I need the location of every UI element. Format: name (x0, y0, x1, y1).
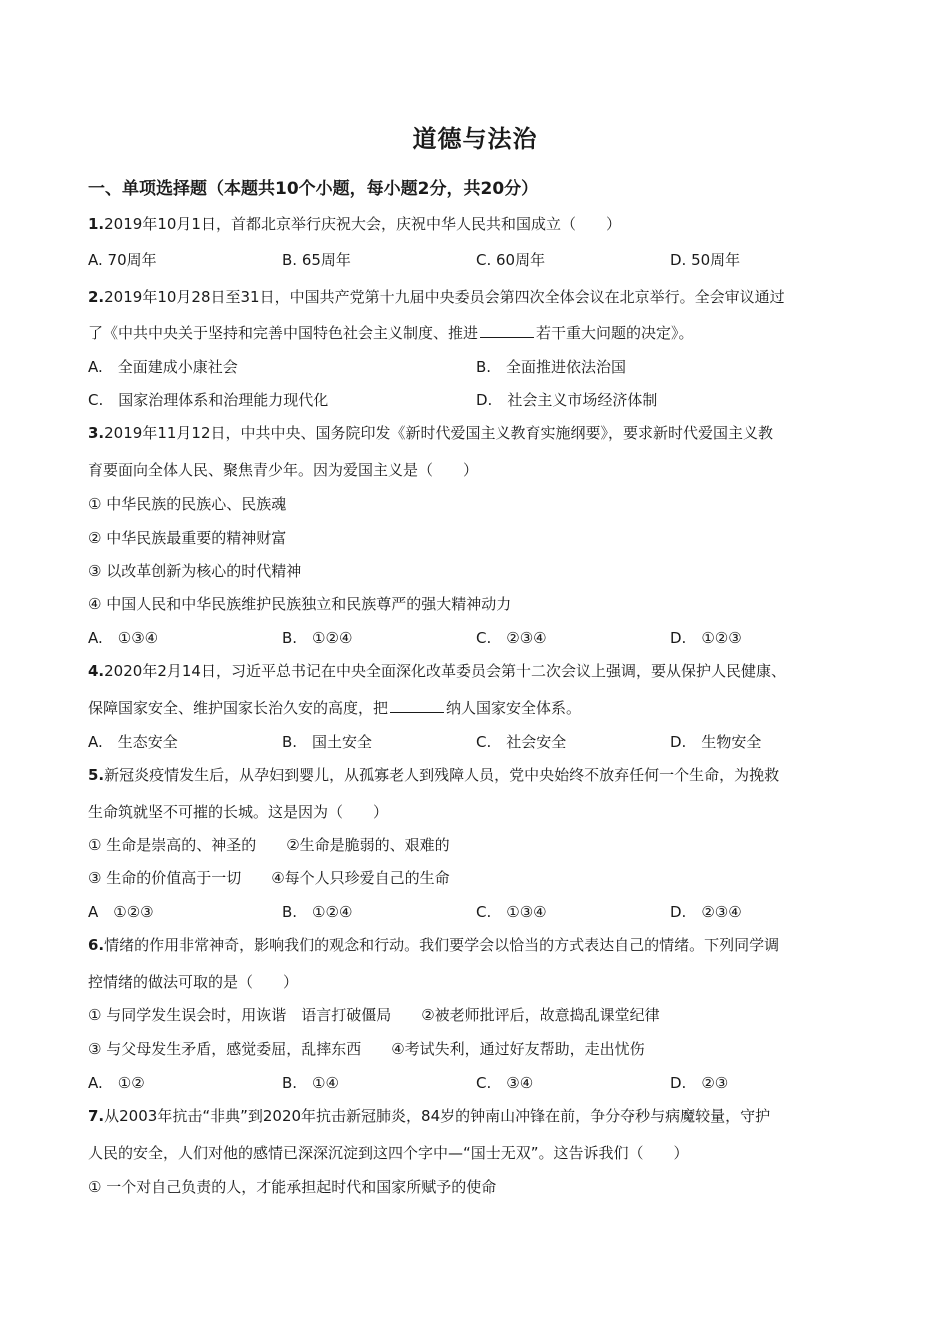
question-1 (88, 212, 621, 236)
question-text: 纳人国家安全体系。 (446, 699, 582, 717)
q4-option-d: D. 生物安全 (670, 733, 762, 751)
q6-item-2: ③ 与父母发生矛盾，感觉委屈，乱摔东西 ④考试失利，通过好友帮助，走出忧伤 (88, 1040, 645, 1058)
question-text: 从2003年抗击“非典”到2020年抗击新冠肺炎，84岁的钟南山冲锋在前，争分夺秒与病魔较量，守护 (104, 1107, 771, 1125)
q4-option-a: A. 生态安全 (88, 733, 178, 751)
q3-option-d: D. ①②③ (670, 629, 742, 647)
question-2 (88, 285, 785, 309)
q2-option-d: D. 社会主义市场经济体制 (476, 391, 658, 409)
q2-option-b: B. 全面推进依法治国 (476, 358, 627, 376)
question-number: 7. (88, 1107, 105, 1125)
q5-option-d: D. ②③④ (670, 903, 742, 921)
q5-item-2: ③ 生命的价值高于一切 ④每个人只珍爱自己的生命 (88, 869, 450, 887)
question-4-line-2 (88, 696, 581, 720)
q1-option-d: D. 50周年 (670, 251, 741, 269)
question-text: 了《中共中央关于坚持和完善中国特色社会主义制度、推进 (88, 324, 479, 342)
q6-option-b: B. ①④ (282, 1074, 339, 1092)
answer-blank (480, 321, 534, 338)
question-3 (88, 421, 773, 445)
q7-item-1: ① 一个对自己负责的人，才能承担起时代和国家所赋予的使命 (88, 1178, 497, 1196)
question-5-line-2: 生命筑就坚不可摧的长城。这是因为（ ） (88, 803, 389, 821)
question-6 (88, 933, 779, 957)
q1-option-a: A. 70周年 (88, 251, 157, 269)
answer-blank (390, 696, 444, 713)
q6-item-1: ① 与同学发生误会时，用诙谐 语言打破僵局 ②被老师批评后，故意捣乱课堂纪律 (88, 1006, 660, 1024)
q3-option-b: B. ①②④ (282, 629, 353, 647)
q3-item-3: ③ 以改革创新为核心的时代精神 (88, 562, 302, 580)
question-number: 1. (88, 215, 105, 233)
question-text: 若干重大问题的决定》。 (536, 324, 694, 342)
q5-option-c: C. ①③④ (476, 903, 547, 921)
q5-item-1: ① 生命是崇高的、神圣的 ②生命是脆弱的、艰难的 (88, 836, 450, 854)
q6-option-a: A. ①② (88, 1074, 145, 1092)
question-text: 2020年2月14日，习近平总书记在中央全面深化改革委员会第十二次会议上强调，要从保护人民健康、 (104, 662, 786, 680)
q3-item-1: ① 中华民族的民族心、民族魂 (88, 495, 287, 513)
q3-item-4: ④ 中国人民和中华民族维护民族独立和民族尊严的强大精神动力 (88, 595, 512, 613)
q4-option-c: C. 社会安全 (476, 733, 567, 751)
question-text: 2019年11月12日，中共中央、国务院印发《新时代爱国主义教育实施纲要》，要求新时代爱国主义教 (104, 424, 773, 442)
question-text: 情绪的作用非常神奇，影响我们的观念和行动。我们要学会以恰当的方式表达自己的情绪。下列同学调 (104, 936, 780, 954)
q3-option-c: C. ②③④ (476, 629, 547, 647)
q5-option-a: A ①②③ (88, 903, 154, 921)
question-7 (88, 1104, 770, 1128)
question-text: 2019年10月28日至31日，中国共产党第十九届中央委员会第四次全体会议在北京举行。全会审议通过 (104, 288, 785, 306)
q2-option-a: A. 全面建成小康社会 (88, 358, 238, 376)
q4-option-b: B. 国土安全 (282, 733, 373, 751)
q1-option-c: C. 60周年 (476, 251, 546, 269)
question-2-line-2 (88, 321, 694, 345)
q1-option-b: B. 65周年 (282, 251, 351, 269)
question-number: 3. (88, 424, 105, 442)
question-text: 保障国家安全、维护国家长治久安的高度，把 (88, 699, 389, 717)
question-6-line-2: 控情绪的做法可取的是（ ） (88, 973, 299, 991)
q2-option-c: C. 国家治理体系和治理能力现代化 (88, 391, 329, 409)
page-title: 道德与法治 (412, 125, 538, 153)
question-text: 新冠炎疫情发生后，从孕妇到婴儿，从孤寡老人到残障人员，党中央始终不放弃任何一个生命，为挽救 (104, 766, 780, 784)
q5-option-b: B. ①②④ (282, 903, 353, 921)
q3-item-2: ② 中华民族最重要的精神财富 (88, 529, 287, 547)
question-number: 5. (88, 766, 105, 784)
section-heading: 一、单项选择题（本题共10个小题，每小题2分，共20分） (88, 179, 539, 199)
question-text: 2019年10月1日，首都北京举行庆祝大会，庆祝中华人民共和国成立（ ） (104, 215, 621, 233)
question-4 (88, 659, 786, 683)
question-7-line-2: 人民的安全，人们对他的感情已深深沉淀到这四个字中—“国士无双”。这告诉我们（ ） (88, 1144, 689, 1162)
q6-option-c: C. ③④ (476, 1074, 534, 1092)
question-number: 4. (88, 662, 105, 680)
q3-option-a: A. ①③④ (88, 629, 159, 647)
question-number: 6. (88, 936, 105, 954)
question-number: 2. (88, 288, 105, 306)
question-5 (88, 763, 779, 787)
question-3-line-2: 育要面向全体人民、聚焦青少年。因为爱国主义是（ ） (88, 461, 479, 479)
q6-option-d: D. ②③ (670, 1074, 729, 1092)
